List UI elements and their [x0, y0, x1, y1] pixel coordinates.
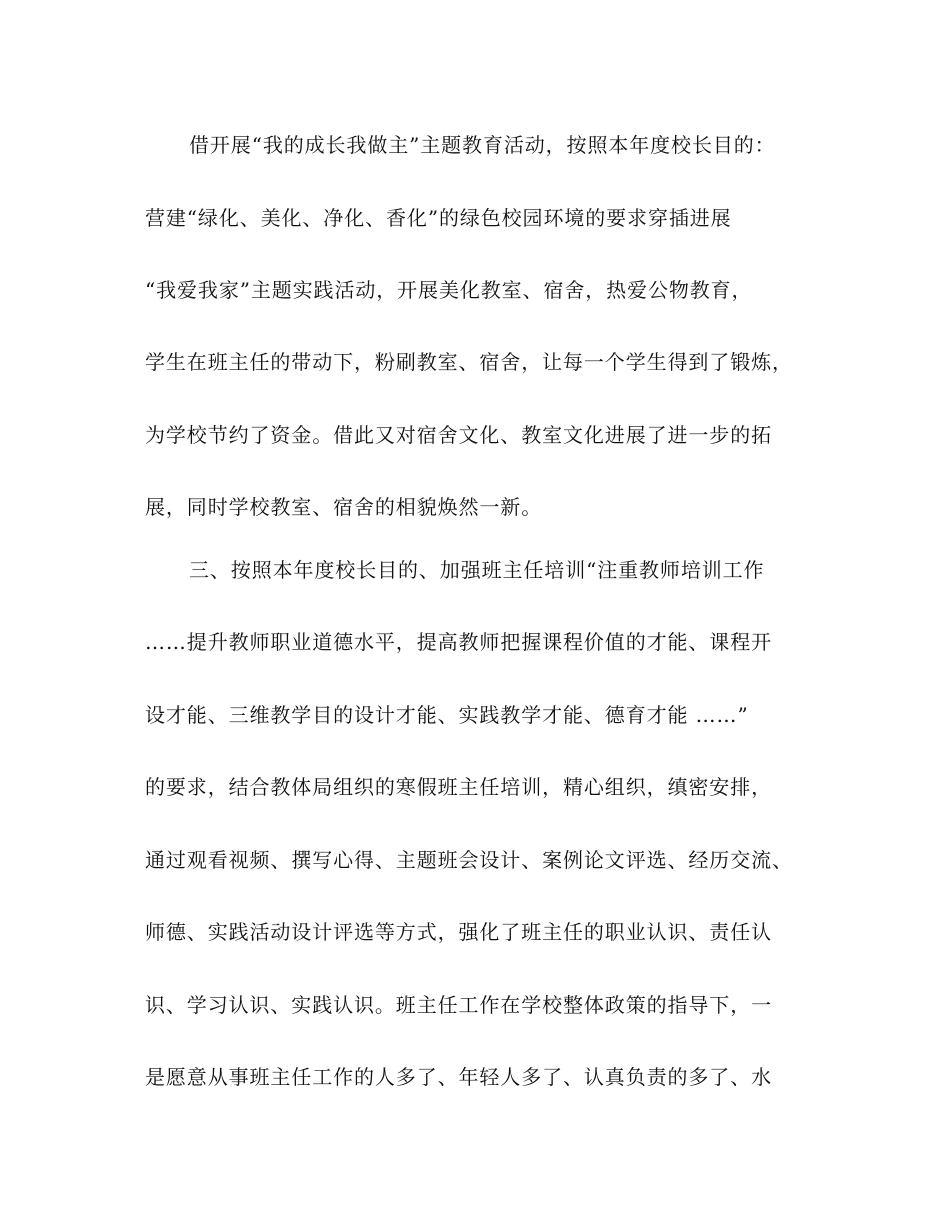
- paragraph-line: 营建“绿化、美化、净化、香化”的绿色校园环境的要求穿插进展: [145, 206, 732, 230]
- paragraph-line: 的要求，结合教体局组织的寒假班主任培训，精心组织，缜密安排，: [145, 775, 772, 799]
- paragraph-line: 三、按照本年度校长目的、加强班主任培训“注重教师培训工作: [189, 558, 765, 582]
- paragraph-line: “我爱我家”主题实践活动，开展美化教室、宿舍，热爱公物教育，: [145, 278, 753, 302]
- paragraph-line: 为学校节约了资金。借此又对宿舍文化、教室文化进展了进一步的拓: [145, 423, 772, 447]
- paragraph-line: ……提升教师职业道德水平，提高教师把握课程价值的才能、课程开: [145, 630, 772, 654]
- paragraph-line: 师德、实践活动设计评选等方式，强化了班主任的职业认识、责任认: [145, 920, 772, 944]
- paragraph-line: 通过观看视频、撰写心得、主题班会设计、案例论文评选、经历交流、: [145, 848, 793, 872]
- paragraph-line: 借开展“我的成长我做主”主题教育活动，按照本年度校长目的：: [189, 133, 776, 157]
- paragraph-line: 展，同时学校教室、宿舍的相貌焕然一新。: [145, 495, 543, 519]
- paragraph-line: 是愿意从事班主任工作的人多了、年轻人多了、认真负责的多了、水: [145, 1065, 772, 1089]
- paragraph-line: 学生在班主任的带动下，粉刷教室、宿舍，让每一个学生得到了锻炼，: [145, 350, 793, 374]
- paragraph-line: 识、学习认识、实践认识。班主任工作在学校整体政策的指导下，一: [145, 993, 772, 1017]
- paragraph-line: 设才能、三维教学目的设计才能、实践教学才能、德育才能 ……”: [145, 703, 749, 727]
